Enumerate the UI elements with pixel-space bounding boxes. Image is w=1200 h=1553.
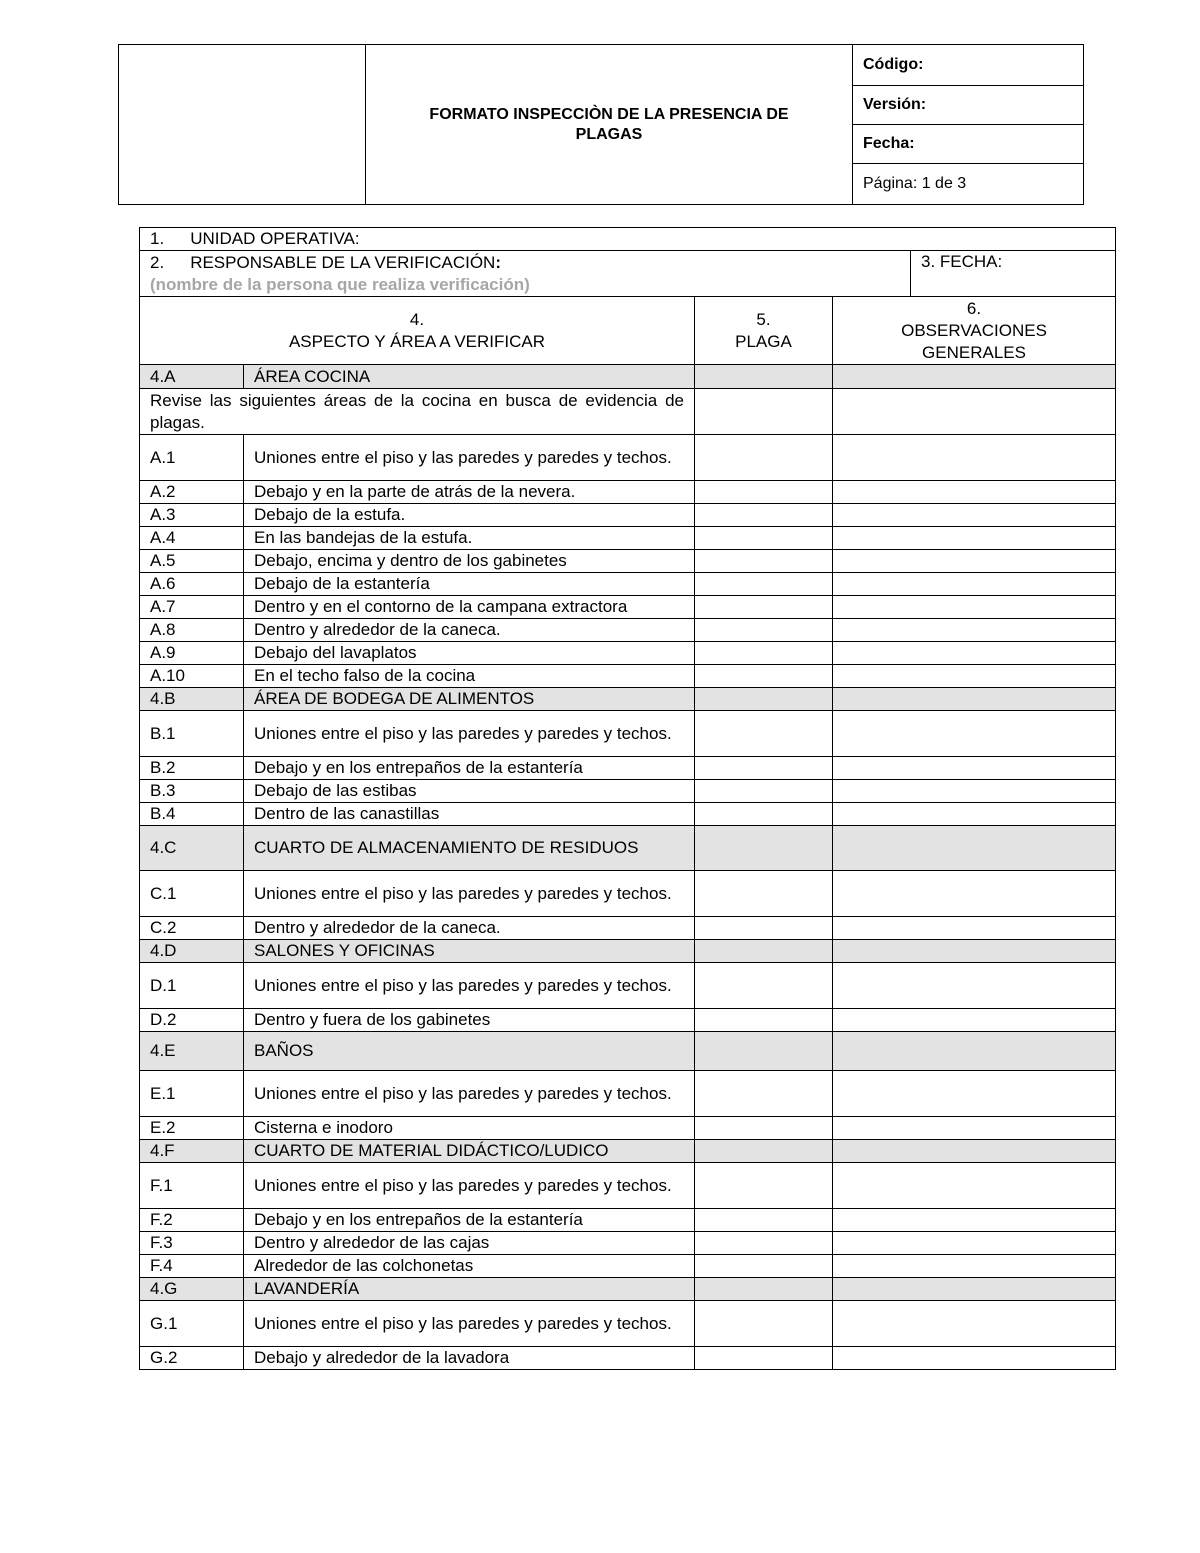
item-text: Dentro y fuera de los gabinetes: [244, 1009, 695, 1032]
plaga-cell[interactable]: [695, 1209, 833, 1232]
observaciones-cell[interactable]: [833, 365, 1116, 389]
item-text: Uniones entre el piso y las paredes y paredes y techos.: [244, 871, 695, 917]
plaga-cell[interactable]: [695, 596, 833, 619]
plaga-cell[interactable]: [695, 1232, 833, 1255]
responsable-number: 2.: [150, 252, 165, 272]
logo-cell: [119, 45, 366, 205]
item-code: B.4: [140, 803, 244, 826]
item-text: Uniones entre el piso y las paredes y paredes y techos.: [244, 1163, 695, 1209]
item-row: [140, 711, 1116, 757]
item-code: F.3: [140, 1232, 244, 1255]
item-text: Uniones entre el piso y las paredes y paredes y techos.: [244, 1071, 695, 1117]
observaciones-cell[interactable]: [833, 550, 1116, 573]
observaciones-cell[interactable]: [833, 780, 1116, 803]
item-code: A.9: [140, 642, 244, 665]
plaga-cell[interactable]: [695, 1278, 833, 1301]
observaciones-cell[interactable]: [833, 481, 1116, 504]
observaciones-cell[interactable]: [833, 1009, 1116, 1032]
item-code: D.1: [140, 963, 244, 1009]
item-row: [140, 1209, 1116, 1232]
unidad-label: UNIDAD OPERATIVA:: [190, 229, 360, 248]
section-label: ÁREA COCINA: [244, 365, 695, 389]
section-label: LAVANDERÍA: [244, 1278, 695, 1301]
item-code: B.2: [140, 757, 244, 780]
plaga-header: [695, 297, 833, 365]
responsable-note: (nombre de la persona que realiza verificación): [150, 274, 530, 294]
item-row: [140, 963, 1116, 1009]
aspecto-header: [140, 297, 695, 365]
section-row: [140, 688, 1116, 711]
observaciones-cell[interactable]: [833, 665, 1116, 688]
unidad-operativa-field[interactable]: [140, 228, 1116, 251]
observaciones-cell[interactable]: [833, 1209, 1116, 1232]
observaciones-cell[interactable]: [833, 757, 1116, 780]
observaciones-header: [833, 297, 1116, 365]
aspecto-number: 4.: [409, 309, 425, 329]
item-code: A.7: [140, 596, 244, 619]
item-text: Dentro y alrededor de las cajas: [244, 1232, 695, 1255]
section-code: 4.G: [140, 1278, 244, 1301]
item-row: [140, 1347, 1116, 1370]
plaga-cell[interactable]: [695, 688, 833, 711]
item-code: F.2: [140, 1209, 244, 1232]
fecha-field[interactable]: 3. FECHA:: [911, 251, 1116, 297]
item-code: D.2: [140, 1009, 244, 1032]
item-row: [140, 435, 1116, 481]
item-text: Uniones entre el piso y las paredes y paredes y techos.: [244, 435, 695, 481]
item-row: [140, 803, 1116, 826]
plaga-cell[interactable]: [695, 435, 833, 481]
item-code: A.1: [140, 435, 244, 481]
section-label: SALONES Y OFICINAS: [244, 940, 695, 963]
item-row: [140, 1117, 1116, 1140]
observaciones-label: OBSERVACIONES GENERALES: [901, 320, 1047, 362]
item-code: A.3: [140, 504, 244, 527]
plaga-cell[interactable]: [695, 642, 833, 665]
item-row: [140, 1255, 1116, 1278]
item-text: Dentro y en el contorno de la campana extractora: [244, 596, 695, 619]
item-row: [140, 780, 1116, 803]
observaciones-cell[interactable]: [833, 1117, 1116, 1140]
observaciones-cell[interactable]: [833, 389, 1116, 435]
observaciones-cell[interactable]: [833, 826, 1116, 871]
item-text: Dentro y alrededor de la caneca.: [244, 619, 695, 642]
section-row: [140, 1140, 1116, 1163]
observaciones-cell[interactable]: [833, 1071, 1116, 1117]
plaga-cell[interactable]: [695, 757, 833, 780]
plaga-number: 5.: [756, 309, 771, 329]
plaga-cell[interactable]: [695, 711, 833, 757]
section-label: CUARTO DE MATERIAL DIDÁCTICO/LUDICO: [244, 1140, 695, 1163]
plaga-cell[interactable]: [695, 619, 833, 642]
item-code: B.1: [140, 711, 244, 757]
item-text: Debajo y en la parte de atrás de la nevera.: [244, 481, 695, 504]
section-code: 4.C: [140, 826, 244, 871]
observaciones-cell[interactable]: [833, 940, 1116, 963]
item-text: Alrededor de las colchonetas: [244, 1255, 695, 1278]
item-text: Dentro y alrededor de la caneca.: [244, 917, 695, 940]
item-row: [140, 665, 1116, 688]
item-code: A.4: [140, 527, 244, 550]
responsable-label: RESPONSABLE DE LA VERIFICACIÓN: [190, 252, 496, 272]
item-row: [140, 596, 1116, 619]
section-label: CUARTO DE ALMACENAMIENTO DE RESIDUOS: [244, 826, 695, 871]
item-text: Debajo de la estufa.: [244, 504, 695, 527]
observaciones-cell[interactable]: [833, 1301, 1116, 1347]
codigo-label: Código:: [853, 45, 1084, 86]
item-code: A.5: [140, 550, 244, 573]
document-header: [118, 44, 1084, 205]
item-text: En las bandejas de la estufa.: [244, 527, 695, 550]
form-title: FORMATO INSPECCIÒN DE LA PRESENCIA DE PLAGAS: [366, 45, 853, 205]
page-number: Página: 1 de 3: [853, 164, 1084, 205]
intro-row: [140, 389, 1116, 435]
section-code: 4.F: [140, 1140, 244, 1163]
item-row: [140, 917, 1116, 940]
observaciones-cell[interactable]: [833, 1347, 1116, 1370]
item-text: Debajo de la estantería: [244, 573, 695, 596]
observaciones-cell[interactable]: [833, 596, 1116, 619]
item-text: Debajo, encima y dentro de los gabinetes: [244, 550, 695, 573]
item-row: [140, 527, 1116, 550]
item-text: Debajo y alrededor de la lavadora: [244, 1347, 695, 1370]
item-row: [140, 1163, 1116, 1209]
observaciones-cell[interactable]: [833, 435, 1116, 481]
item-row: [140, 1009, 1116, 1032]
plaga-cell[interactable]: [695, 1163, 833, 1209]
observaciones-cell[interactable]: [833, 963, 1116, 1009]
item-row: [140, 871, 1116, 917]
inspection-table: [139, 227, 1116, 1370]
plaga-cell[interactable]: [695, 573, 833, 596]
item-row: [140, 504, 1116, 527]
item-row: [140, 481, 1116, 504]
observaciones-cell[interactable]: [833, 1163, 1116, 1209]
plaga-cell[interactable]: [695, 665, 833, 688]
plaga-cell[interactable]: [695, 826, 833, 871]
item-row: [140, 573, 1116, 596]
observaciones-cell[interactable]: [833, 871, 1116, 917]
section-code: 4.E: [140, 1032, 244, 1071]
section-code: 4.A: [140, 365, 244, 389]
item-row: [140, 619, 1116, 642]
plaga-cell[interactable]: [695, 940, 833, 963]
observaciones-cell[interactable]: [833, 917, 1116, 940]
observaciones-cell[interactable]: [833, 573, 1116, 596]
plaga-cell[interactable]: [695, 917, 833, 940]
item-row: [140, 757, 1116, 780]
section-row: [140, 1032, 1116, 1071]
plaga-cell[interactable]: [695, 1255, 833, 1278]
item-row: [140, 550, 1116, 573]
item-text: Dentro de las canastillas: [244, 803, 695, 826]
item-text: En el techo falso de la cocina: [244, 665, 695, 688]
version-label: Versión:: [853, 86, 1084, 125]
unidad-number: 1.: [150, 229, 165, 248]
item-text: Cisterna e inodoro: [244, 1117, 695, 1140]
plaga-cell[interactable]: [695, 527, 833, 550]
plaga-cell[interactable]: [695, 963, 833, 1009]
plaga-cell[interactable]: [695, 504, 833, 527]
item-text: Debajo del lavaplatos: [244, 642, 695, 665]
plaga-cell[interactable]: [695, 780, 833, 803]
item-code: A.6: [140, 573, 244, 596]
intro-text: Revise las siguientes áreas de la cocina en busca de evidencia de plagas.: [140, 389, 695, 435]
observaciones-cell[interactable]: [833, 688, 1116, 711]
item-code: A.2: [140, 481, 244, 504]
section-row: [140, 940, 1116, 963]
item-text: Uniones entre el piso y las paredes y paredes y techos.: [244, 1301, 695, 1347]
plaga-cell[interactable]: [695, 803, 833, 826]
observaciones-cell[interactable]: [833, 1140, 1116, 1163]
item-row: [140, 1232, 1116, 1255]
plaga-cell[interactable]: [695, 550, 833, 573]
observaciones-cell[interactable]: [833, 642, 1116, 665]
item-text: Uniones entre el piso y las paredes y paredes y techos.: [244, 711, 695, 757]
section-row: [140, 826, 1116, 871]
plaga-cell[interactable]: [695, 365, 833, 389]
item-row: [140, 1301, 1116, 1347]
observaciones-cell[interactable]: [833, 1255, 1116, 1278]
item-code: C.2: [140, 917, 244, 940]
item-text: Debajo y en los entrepaños de la estantería: [244, 757, 695, 780]
item-code: A.10: [140, 665, 244, 688]
item-code: A.8: [140, 619, 244, 642]
observaciones-cell[interactable]: [833, 1232, 1116, 1255]
observaciones-cell[interactable]: [833, 711, 1116, 757]
plaga-cell[interactable]: [695, 871, 833, 917]
item-text: Uniones entre el piso y las paredes y paredes y techos.: [244, 963, 695, 1009]
item-row: [140, 1071, 1116, 1117]
item-code: E.2: [140, 1117, 244, 1140]
item-row: [140, 642, 1116, 665]
section-label: ÁREA DE BODEGA DE ALIMENTOS: [244, 688, 695, 711]
observaciones-cell[interactable]: [833, 1032, 1116, 1071]
plaga-cell[interactable]: [695, 1347, 833, 1370]
plaga-cell[interactable]: [695, 1301, 833, 1347]
plaga-cell[interactable]: [695, 481, 833, 504]
section-label: BAÑOS: [244, 1032, 695, 1071]
observaciones-cell[interactable]: [833, 527, 1116, 550]
observaciones-cell[interactable]: [833, 619, 1116, 642]
section-code: 4.B: [140, 688, 244, 711]
section-code: 4.D: [140, 940, 244, 963]
plaga-cell[interactable]: [695, 1009, 833, 1032]
item-code: G.1: [140, 1301, 244, 1347]
observaciones-cell[interactable]: [833, 504, 1116, 527]
plaga-label: PLAGA: [735, 331, 792, 351]
observaciones-cell[interactable]: [833, 803, 1116, 826]
item-code: C.1: [140, 871, 244, 917]
section-row: [140, 1278, 1116, 1301]
item-text: Debajo y en los entrepaños de la estantería: [244, 1209, 695, 1232]
item-code: F.4: [140, 1255, 244, 1278]
plaga-cell[interactable]: [695, 1032, 833, 1071]
observaciones-number: 6.: [966, 298, 982, 318]
plaga-cell[interactable]: [695, 389, 833, 435]
item-code: B.3: [140, 780, 244, 803]
item-code: G.2: [140, 1347, 244, 1370]
plaga-cell[interactable]: [695, 1071, 833, 1117]
responsable-colon: :: [495, 252, 502, 272]
item-code: E.1: [140, 1071, 244, 1117]
responsable-field[interactable]: [140, 251, 911, 297]
aspecto-label: ASPECTO Y ÁREA A VERIFICAR: [288, 331, 546, 351]
observaciones-cell[interactable]: [833, 1278, 1116, 1301]
section-row: [140, 365, 1116, 389]
fecha-label: Fecha:: [853, 125, 1084, 164]
plaga-cell[interactable]: [695, 1117, 833, 1140]
item-code: F.1: [140, 1163, 244, 1209]
item-text: Debajo de las estibas: [244, 780, 695, 803]
plaga-cell[interactable]: [695, 1140, 833, 1163]
